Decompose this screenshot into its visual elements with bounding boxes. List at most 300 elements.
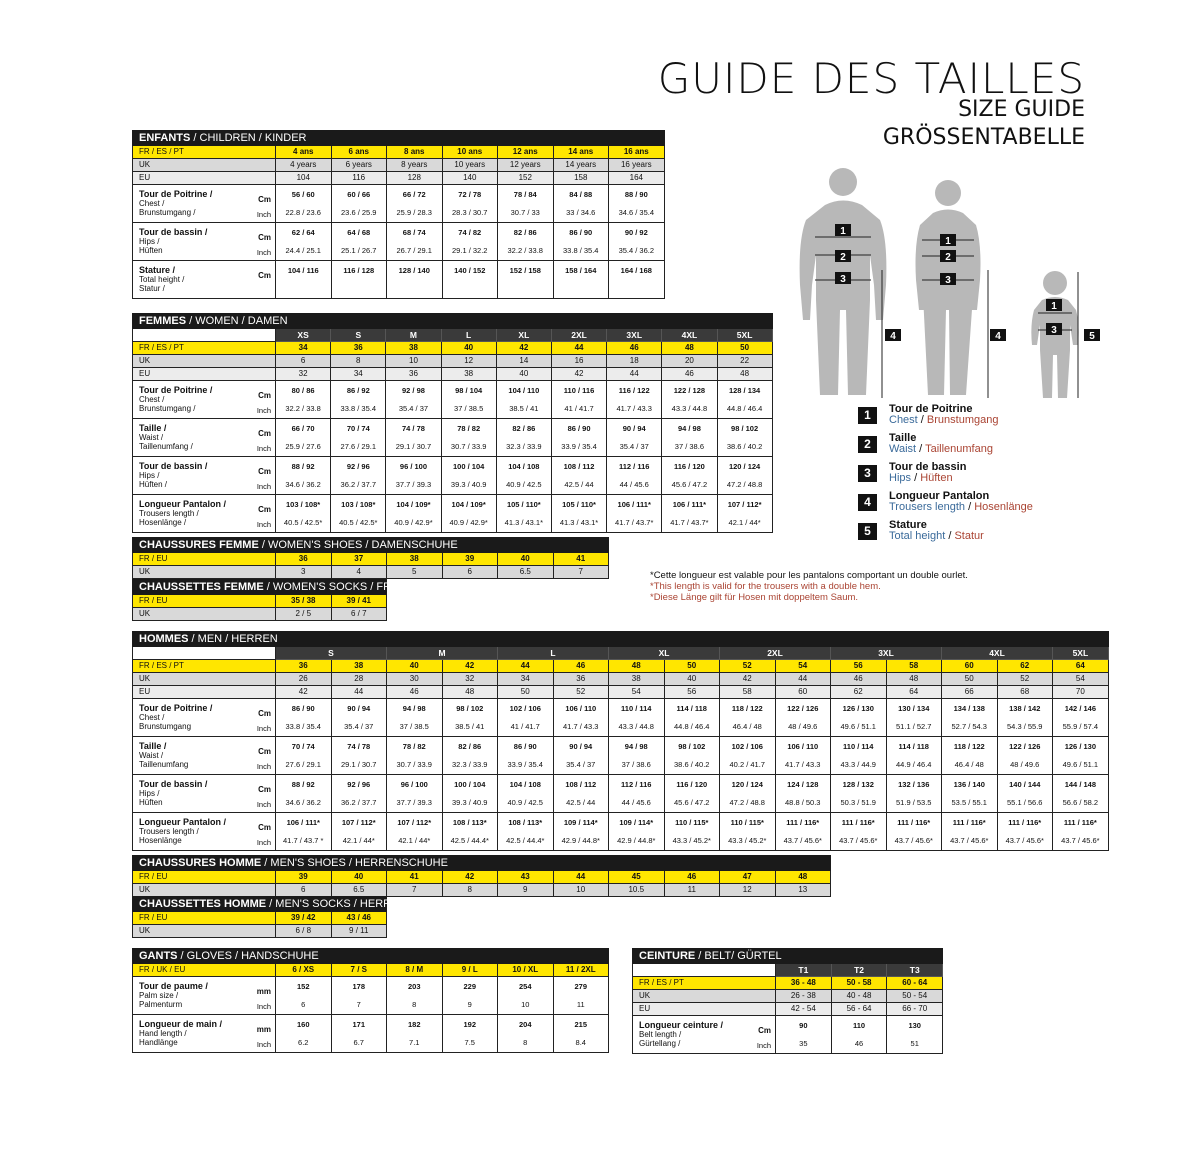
note-de: *Diese Länge gilt für Hosen mit doppeltem Saum. (650, 592, 859, 603)
gloves-size: 10 / XL (498, 964, 554, 977)
men-fr-cell: 60 (942, 660, 998, 673)
measure-cell: 98 / 104 37 / 38.5 (441, 381, 496, 419)
msocks-fr-cell: 39 / 42 (276, 912, 332, 925)
men-fr-cell: 54 (775, 660, 831, 673)
kids-uk-cell: 10 years (442, 159, 498, 172)
women-uk-cell: 20 (662, 355, 717, 368)
measure-cell: 106 / 111* 41.7 / 43.7* (607, 495, 662, 533)
legend-item: 3 Tour de bassin Hips / Hüften (858, 462, 1033, 483)
men-eu-cell: 44 (331, 686, 387, 699)
measure-cell: 130 / 134 51.1 / 52.7 (886, 699, 942, 737)
measure-label: Tour de bassin / Hips / Hüften / Cm Inch (133, 457, 276, 495)
size-blank (633, 964, 776, 977)
measure-cell: 104 / 110 38.5 / 41 (496, 381, 551, 419)
women-fr-cell: 48 (662, 342, 717, 355)
men-fr-label: FR / ES / PT (133, 660, 276, 673)
women-eu-cell: 42 (551, 368, 606, 381)
measure-cell: 111 / 116* 43.7 / 45.6* (1053, 813, 1109, 851)
kids-uk-label: UK (133, 159, 276, 172)
men-fr-cell: 52 (720, 660, 776, 673)
men-size: S (276, 647, 387, 660)
men-eu-cell: 42 (276, 686, 332, 699)
msocks-uk-label: UK (133, 925, 276, 938)
measure-cell: 126 / 130 49.6 / 51.1 (831, 699, 887, 737)
women-uk-cell: 10 (386, 355, 441, 368)
men-fr-cell: 38 (331, 660, 387, 673)
men-fr-cell: 64 (1053, 660, 1109, 673)
measure-cell: 84 / 88 33 / 34.6 (553, 185, 609, 223)
belt-uk-label: UK (633, 990, 776, 1003)
msocks-uk-cell: 6 / 8 (276, 925, 332, 938)
measure-label: Longueur Pantalon / Trousers length / Hosenlänge / Cm Inch (133, 495, 276, 533)
legend-en: Waist (889, 443, 917, 455)
measure-cell: 116 / 120 45.6 / 47.2 (664, 775, 720, 813)
wsocks-fr-cell: 35 / 38 (276, 595, 332, 608)
table-heading: GANTS / GLOVES / HANDSCHUHE (133, 949, 609, 964)
table-heading: CEINTURE / BELT/ GÜRTEL (633, 949, 943, 964)
kids-uk-cell: 16 years (609, 159, 665, 172)
women-fr-cell: 42 (496, 342, 551, 355)
belt-eu-label: EU (633, 1003, 776, 1016)
mshoes-uk-cell: 6.5 (331, 884, 387, 897)
legend-en: Trousers length (889, 501, 966, 513)
wshoes-uk-cell: 6 (442, 566, 498, 579)
measure-cell: 96 / 100 37.7 / 39.3 (387, 775, 443, 813)
kids-uk-cell: 12 years (498, 159, 554, 172)
legend-en: Total height (889, 530, 946, 542)
kids-uk-cell: 6 years (331, 159, 387, 172)
women-table (132, 313, 772, 533)
belt-eu-cell: 56 - 64 (831, 1003, 887, 1016)
men-uk-cell: 26 (276, 673, 332, 686)
measure-cell: 86 / 90 33.8 / 35.4 (276, 699, 332, 737)
measure-cell: 56 / 60 22.8 / 23.6 (276, 185, 332, 223)
measure-label: Longueur ceinture / Belt length / Gürtellang / Cm Inch (633, 1016, 776, 1054)
measure-cell: 116 / 128 (331, 261, 387, 299)
table-heading: HOMMES / MEN / HERREN (133, 632, 1109, 647)
measurement-legend (858, 404, 1033, 549)
men-uk-label: UK (133, 673, 276, 686)
body-figures-illustration (770, 160, 1110, 400)
men-eu-cell: 60 (775, 686, 831, 699)
men-fr-cell: 56 (831, 660, 887, 673)
women-uk-cell: 12 (441, 355, 496, 368)
measure-cell: 88 / 92 34.6 / 36.2 (276, 775, 332, 813)
mshoes-fr-cell: 41 (387, 871, 443, 884)
men-eu-cell: 66 (942, 686, 998, 699)
svg-text:2: 2 (840, 252, 846, 263)
women-eu-cell: 34 (331, 368, 386, 381)
men-uk-cell: 28 (331, 673, 387, 686)
men-size: 3XL (831, 647, 942, 660)
belt-fr-cell: 60 - 64 (887, 977, 943, 990)
men-table (132, 631, 1108, 851)
measure-cell: 94 / 98 37 / 38.5 (387, 699, 443, 737)
men-fr-cell: 50 (664, 660, 720, 673)
kids-eu-cell: 116 (331, 172, 387, 185)
mshoes-uk-cell: 12 (720, 884, 776, 897)
measure-cell: 122 / 128 43.3 / 44.8 (662, 381, 717, 419)
kids-fr-cell: 4 ans (276, 146, 332, 159)
women-fr-label: FR / ES / PT (133, 342, 276, 355)
mshoes-fr-label: FR / EU (133, 871, 276, 884)
measure-cell: 98 / 102 38.6 / 40.2 (717, 419, 772, 457)
measure-cell: 70 / 74 27.6 / 29.1 (331, 419, 386, 457)
legend-de: Taillenumfang (925, 443, 993, 455)
men-uk-cell: 46 (831, 673, 887, 686)
title-de: GRÖSSENTABELLE (882, 125, 1085, 150)
women-fr-cell: 44 (551, 342, 606, 355)
msocks-fr-cell: 43 / 46 (331, 912, 387, 925)
kids-eu-cell: 164 (609, 172, 665, 185)
title-main: GUIDE DES TAILLES (657, 54, 1085, 103)
women-size: 5XL (717, 329, 772, 342)
men-eu-cell: 46 (387, 686, 443, 699)
wshoes-fr-cell: 39 (442, 553, 498, 566)
measure-cell: 144 / 148 56.6 / 58.2 (1053, 775, 1109, 813)
measure-cell: 138 / 142 54.3 / 55.9 (997, 699, 1053, 737)
legend-title: Tour de Poitrine (889, 403, 973, 415)
measure-cell: 102 / 106 40.2 / 41.7 (720, 737, 776, 775)
women-uk-cell: 16 (551, 355, 606, 368)
women-fr-cell: 46 (607, 342, 662, 355)
measure-cell: 100 / 104 39.3 / 40.9 (441, 457, 496, 495)
measure-cell: 110 / 116 41 / 41.7 (551, 381, 606, 419)
men-uk-cell: 30 (387, 673, 443, 686)
women-eu-cell: 38 (441, 368, 496, 381)
men-fr-cell: 62 (997, 660, 1053, 673)
measure-cell: 92 / 96 36.2 / 37.7 (331, 775, 387, 813)
kids-eu-cell: 152 (498, 172, 554, 185)
mshoes-uk-label: UK (133, 884, 276, 897)
men-eu-cell: 56 (664, 686, 720, 699)
kids-fr-cell: 8 ans (387, 146, 443, 159)
women-eu-cell: 46 (662, 368, 717, 381)
legend-item: 5 Stature Total height / Statur (858, 520, 1033, 541)
wsocks-fr-label: FR / EU (133, 595, 276, 608)
gloves-table (132, 948, 608, 1053)
measure-cell: 164 / 168 (609, 261, 665, 299)
measure-cell: 118 / 122 46.4 / 48 (720, 699, 776, 737)
measure-cell: 160 6.2 (276, 1015, 332, 1053)
size-blank (133, 647, 276, 660)
belt-uk-cell: 40 - 48 (831, 990, 887, 1003)
measure-cell: 105 / 110* 41.3 / 43.1* (496, 495, 551, 533)
mshoes-fr-cell: 40 (331, 871, 387, 884)
men-fr-cell: 42 (442, 660, 498, 673)
men-fr-cell: 40 (387, 660, 443, 673)
belt-size: T3 (887, 964, 943, 977)
measure-cell: 122 / 126 48 / 49.6 (775, 699, 831, 737)
wshoes-fr-cell: 37 (331, 553, 387, 566)
measure-cell: 107 / 112* 42.1 / 44* (331, 813, 387, 851)
measure-cell: 74 / 78 29.1 / 30.7 (331, 737, 387, 775)
belt-size: T2 (831, 964, 887, 977)
kids-uk-cell: 14 years (553, 159, 609, 172)
measure-cell: 111 / 116* 43.7 / 45.6* (831, 813, 887, 851)
measure-cell: 126 / 130 49.6 / 51.1 (1053, 737, 1109, 775)
measure-cell: 94 / 98 37 / 38.6 (662, 419, 717, 457)
measure-cell: 104 / 109* 40.9 / 42.9* (386, 495, 441, 533)
measure-cell: 192 7.5 (442, 1015, 498, 1053)
men-fr-cell: 36 (276, 660, 332, 673)
women-size: S (331, 329, 386, 342)
women-fr-cell: 34 (276, 342, 331, 355)
men-uk-cell: 42 (720, 673, 776, 686)
gloves-size: 11 / 2XL (553, 964, 609, 977)
measure-cell: 82 / 86 32.2 / 33.8 (498, 223, 554, 261)
measure-cell: 142 / 146 55.9 / 57.4 (1053, 699, 1109, 737)
measure-cell: 171 6.7 (331, 1015, 387, 1053)
legend-de: Brunstumgang (926, 414, 999, 426)
measure-cell: 178 7 (331, 977, 387, 1015)
table-heading: FEMMES / WOMEN / DAMEN (133, 314, 773, 329)
men-fr-cell: 46 (553, 660, 609, 673)
belt-size: T1 (776, 964, 832, 977)
men-uk-cell: 38 (609, 673, 665, 686)
men-uk-cell: 54 (1053, 673, 1109, 686)
wsocks-fr-cell: 39 / 41 (331, 595, 387, 608)
kids-fr-cell: 16 ans (609, 146, 665, 159)
measure-cell: 110 / 115* 43.3 / 45.2* (720, 813, 776, 851)
note-fr: *Cette longueur est valable pour les pantalons comportant un double ourlet. (650, 570, 968, 581)
women-eu-cell: 44 (607, 368, 662, 381)
legend-number: 3 (858, 465, 877, 482)
measure-cell: 86 / 92 33.8 / 35.4 (331, 381, 386, 419)
measure-cell: 140 / 152 (442, 261, 498, 299)
men-socks-table (132, 896, 652, 938)
svg-text:4: 4 (995, 331, 1001, 342)
legend-item: 1 Tour de Poitrine Chest / Brunstumgang (858, 404, 1033, 425)
mshoes-uk-cell: 8 (442, 884, 498, 897)
svg-text:1: 1 (1051, 301, 1057, 312)
measure-label: Longueur Pantalon / Trousers length / Hosenlänge Cm Inch (133, 813, 276, 851)
measure-cell: 152 6 (276, 977, 332, 1015)
mshoes-fr-cell: 44 (553, 871, 609, 884)
measure-cell: 104 / 108 40.9 / 42.5 (498, 775, 554, 813)
women-uk-label: UK (133, 355, 276, 368)
measure-cell: 64 / 68 25.1 / 26.7 (331, 223, 387, 261)
kids-fr-cell: 14 ans (553, 146, 609, 159)
measure-label: Taille / Waist / Taillenumfang / Cm Inch (133, 419, 276, 457)
measure-cell: 103 / 108* 40.5 / 42.5* (276, 495, 331, 533)
measure-cell: 130 51 (887, 1016, 943, 1054)
measure-cell: 100 / 104 39.3 / 40.9 (442, 775, 498, 813)
women-uk-cell: 14 (496, 355, 551, 368)
women-size: 3XL (607, 329, 662, 342)
women-size: M (386, 329, 441, 342)
measure-cell: 215 8.4 (553, 1015, 609, 1053)
measure-cell: 106 / 111* 41.7 / 43.7 * (276, 813, 332, 851)
kids-uk-cell: 4 years (276, 159, 332, 172)
measure-cell: 90 35 (776, 1016, 832, 1054)
measure-cell: 107 / 112* 42.1 / 44* (717, 495, 772, 533)
measure-cell: 108 / 112 42.5 / 44 (551, 457, 606, 495)
legend-de: Statur (954, 530, 984, 542)
measure-label: Tour de Poitrine / Chest / Brunstumgang / Cm Inch (133, 381, 276, 419)
measure-label: Tour de bassin / Hips / Hüften Cm Inch (133, 775, 276, 813)
measure-cell: 90 / 94 35.4 / 37 (607, 419, 662, 457)
measure-cell: 108 / 113* 42.5 / 44.4* (498, 813, 554, 851)
wsocks-uk-label: UK (133, 608, 276, 621)
kids-fr-cell: 6 ans (331, 146, 387, 159)
men-uk-cell: 32 (442, 673, 498, 686)
table-heading: CHAUSSURES FEMME / WOMEN'S SHOES / DAMENSCHUHE (133, 538, 609, 553)
women-eu-label: EU (133, 368, 276, 381)
mshoes-uk-cell: 13 (775, 884, 831, 897)
belt-fr-cell: 50 - 58 (831, 977, 887, 990)
measure-cell: 120 / 124 47.2 / 48.8 (717, 457, 772, 495)
msocks-uk-cell: 9 / 11 (331, 925, 387, 938)
measure-cell: 116 / 122 41.7 / 43.3 (607, 381, 662, 419)
table-heading: CHAUSSURES HOMME / MEN'S SHOES / HERRENSCHUHE (133, 856, 831, 871)
measure-cell: 86 / 90 33.9 / 35.4 (498, 737, 554, 775)
belt-eu-cell: 42 - 54 (776, 1003, 832, 1016)
measure-cell: 111 / 116* 43.7 / 45.6* (886, 813, 942, 851)
measure-cell: 132 / 136 51.9 / 53.5 (886, 775, 942, 813)
measure-cell: 112 / 116 44 / 45.6 (607, 457, 662, 495)
children-table (132, 130, 664, 299)
men-size: XL (609, 647, 720, 660)
measure-cell: 104 / 108 40.9 / 42.5 (496, 457, 551, 495)
legend-number: 5 (858, 523, 877, 540)
men-fr-cell: 58 (886, 660, 942, 673)
measure-cell: 88 / 92 34.6 / 36.2 (276, 457, 331, 495)
women-socks-table (132, 579, 608, 621)
women-uk-cell: 6 (276, 355, 331, 368)
title-en: SIZE GUIDE (958, 97, 1085, 122)
gloves-size: 6 / XS (276, 964, 332, 977)
mshoes-fr-cell: 42 (442, 871, 498, 884)
measure-cell: 102 / 106 41 / 41.7 (498, 699, 554, 737)
men-eu-cell: 54 (609, 686, 665, 699)
women-fr-cell: 38 (386, 342, 441, 355)
measure-cell: 105 / 110* 41.3 / 43.1* (551, 495, 606, 533)
legend-de: Hosenlänge (974, 501, 1033, 513)
measure-cell: 72 / 78 28.3 / 30.7 (442, 185, 498, 223)
men-eu-cell: 48 (442, 686, 498, 699)
measure-cell: 104 / 116 (276, 261, 332, 299)
legend-de: Hüften (920, 472, 953, 484)
measure-cell: 110 / 115* 43.3 / 45.2* (664, 813, 720, 851)
men-size: 5XL (1053, 647, 1109, 660)
measure-cell: 106 / 110 41.7 / 43.3 (553, 699, 609, 737)
measure-cell: 182 7.1 (387, 1015, 443, 1053)
wsocks-uk-cell: 2 / 5 (276, 608, 332, 621)
measure-cell: 66 / 72 25.9 / 28.3 (387, 185, 443, 223)
measure-cell: 86 / 90 33.9 / 35.4 (551, 419, 606, 457)
measure-cell: 114 / 118 44.9 / 46.4 (886, 737, 942, 775)
wshoes-uk-cell: 5 (387, 566, 443, 579)
men-eu-label: EU (133, 686, 276, 699)
kids-eu-cell: 104 (276, 172, 332, 185)
wshoes-uk-cell: 3 (276, 566, 332, 579)
measure-cell: 279 11 (553, 977, 609, 1015)
legend-title: Longueur Pantalon (889, 490, 990, 502)
measure-cell: 92 / 98 35.4 / 37 (386, 381, 441, 419)
gloves-label: FR / UK / EU (133, 964, 276, 977)
measure-cell: 204 8 (498, 1015, 554, 1053)
women-fr-cell: 40 (441, 342, 496, 355)
measure-label: Tour de Poitrine / Chest / Brunstumgang / Cm Inch (133, 185, 276, 223)
men-shoes-table (132, 855, 830, 897)
measure-cell: 128 / 140 (387, 261, 443, 299)
measure-cell: 70 / 74 27.6 / 29.1 (276, 737, 332, 775)
measure-cell: 120 / 124 47.2 / 48.8 (720, 775, 776, 813)
men-uk-cell: 34 (498, 673, 554, 686)
measure-cell: 140 / 144 55.1 / 56.6 (997, 775, 1053, 813)
measure-label: Tour de bassin / Hips / Hüften Cm Inch (133, 223, 276, 261)
kids-eu-cell: 158 (553, 172, 609, 185)
measure-cell: 111 / 116* 43.7 / 45.6* (775, 813, 831, 851)
women-fr-cell: 36 (331, 342, 386, 355)
mshoes-uk-cell: 7 (387, 884, 443, 897)
measure-cell: 110 46 (831, 1016, 887, 1054)
gloves-size: 7 / S (331, 964, 387, 977)
legend-item: 4 Longueur Pantalon Trousers length / Hosenlänge (858, 491, 1033, 512)
belt-eu-cell: 66 - 70 (887, 1003, 943, 1016)
women-shoes-table (132, 537, 608, 579)
legend-title: Tour de bassin (889, 461, 967, 473)
measure-cell: 134 / 138 52.7 / 54.3 (942, 699, 998, 737)
measure-cell: 68 / 74 26.7 / 29.1 (387, 223, 443, 261)
women-eu-cell: 40 (496, 368, 551, 381)
wshoes-uk-cell: 6.5 (498, 566, 554, 579)
men-eu-cell: 64 (886, 686, 942, 699)
measure-cell: 104 / 109* 40.9 / 42.9* (441, 495, 496, 533)
measure-cell: 62 / 64 24.4 / 25.1 (276, 223, 332, 261)
measure-cell: 92 / 96 36.2 / 37.7 (331, 457, 386, 495)
measure-cell: 88 / 90 34.6 / 35.4 (609, 185, 665, 223)
measure-cell: 203 8 (387, 977, 443, 1015)
measure-label: Longueur de main / Hand length / Handlänge mm Inch (133, 1015, 276, 1053)
men-fr-cell: 44 (498, 660, 554, 673)
mshoes-uk-cell: 10.5 (609, 884, 665, 897)
women-eu-cell: 48 (717, 368, 772, 381)
mshoes-uk-cell: 11 (664, 884, 720, 897)
measure-label: Stature / Total height / Statur / Cm (133, 261, 276, 299)
mshoes-uk-cell: 9 (498, 884, 554, 897)
wshoes-uk-cell: 4 (331, 566, 387, 579)
note-en: *This length is valid for the trousers with a double hem. (650, 581, 881, 592)
measure-cell: 114 / 118 44.8 / 46.4 (664, 699, 720, 737)
svg-text:3: 3 (1051, 325, 1057, 336)
measure-cell: 109 / 114* 42.9 / 44.8* (609, 813, 665, 851)
men-uk-cell: 44 (775, 673, 831, 686)
measure-cell: 106 / 110 41.7 / 43.3 (775, 737, 831, 775)
measure-cell: 90 / 92 35.4 / 36.2 (609, 223, 665, 261)
belt-fr-cell: 36 - 48 (776, 977, 832, 990)
mshoes-fr-cell: 39 (276, 871, 332, 884)
men-uk-cell: 40 (664, 673, 720, 686)
measure-cell: 78 / 82 30.7 / 33.9 (387, 737, 443, 775)
men-eu-cell: 70 (1053, 686, 1109, 699)
gloves-size: 9 / L (442, 964, 498, 977)
measure-cell: 98 / 102 38.6 / 40.2 (664, 737, 720, 775)
measure-cell: 82 / 86 32.3 / 33.9 (496, 419, 551, 457)
mshoes-fr-cell: 45 (609, 871, 665, 884)
measure-cell: 152 / 158 (498, 261, 554, 299)
mshoes-fr-cell: 43 (498, 871, 554, 884)
women-uk-cell: 22 (717, 355, 772, 368)
measure-cell: 86 / 90 33.8 / 35.4 (553, 223, 609, 261)
svg-text:1: 1 (840, 226, 846, 237)
legend-title: Stature (889, 519, 927, 531)
legend-number: 1 (858, 407, 877, 424)
men-uk-cell: 36 (553, 673, 609, 686)
women-size: XL (496, 329, 551, 342)
women-fr-cell: 50 (717, 342, 772, 355)
